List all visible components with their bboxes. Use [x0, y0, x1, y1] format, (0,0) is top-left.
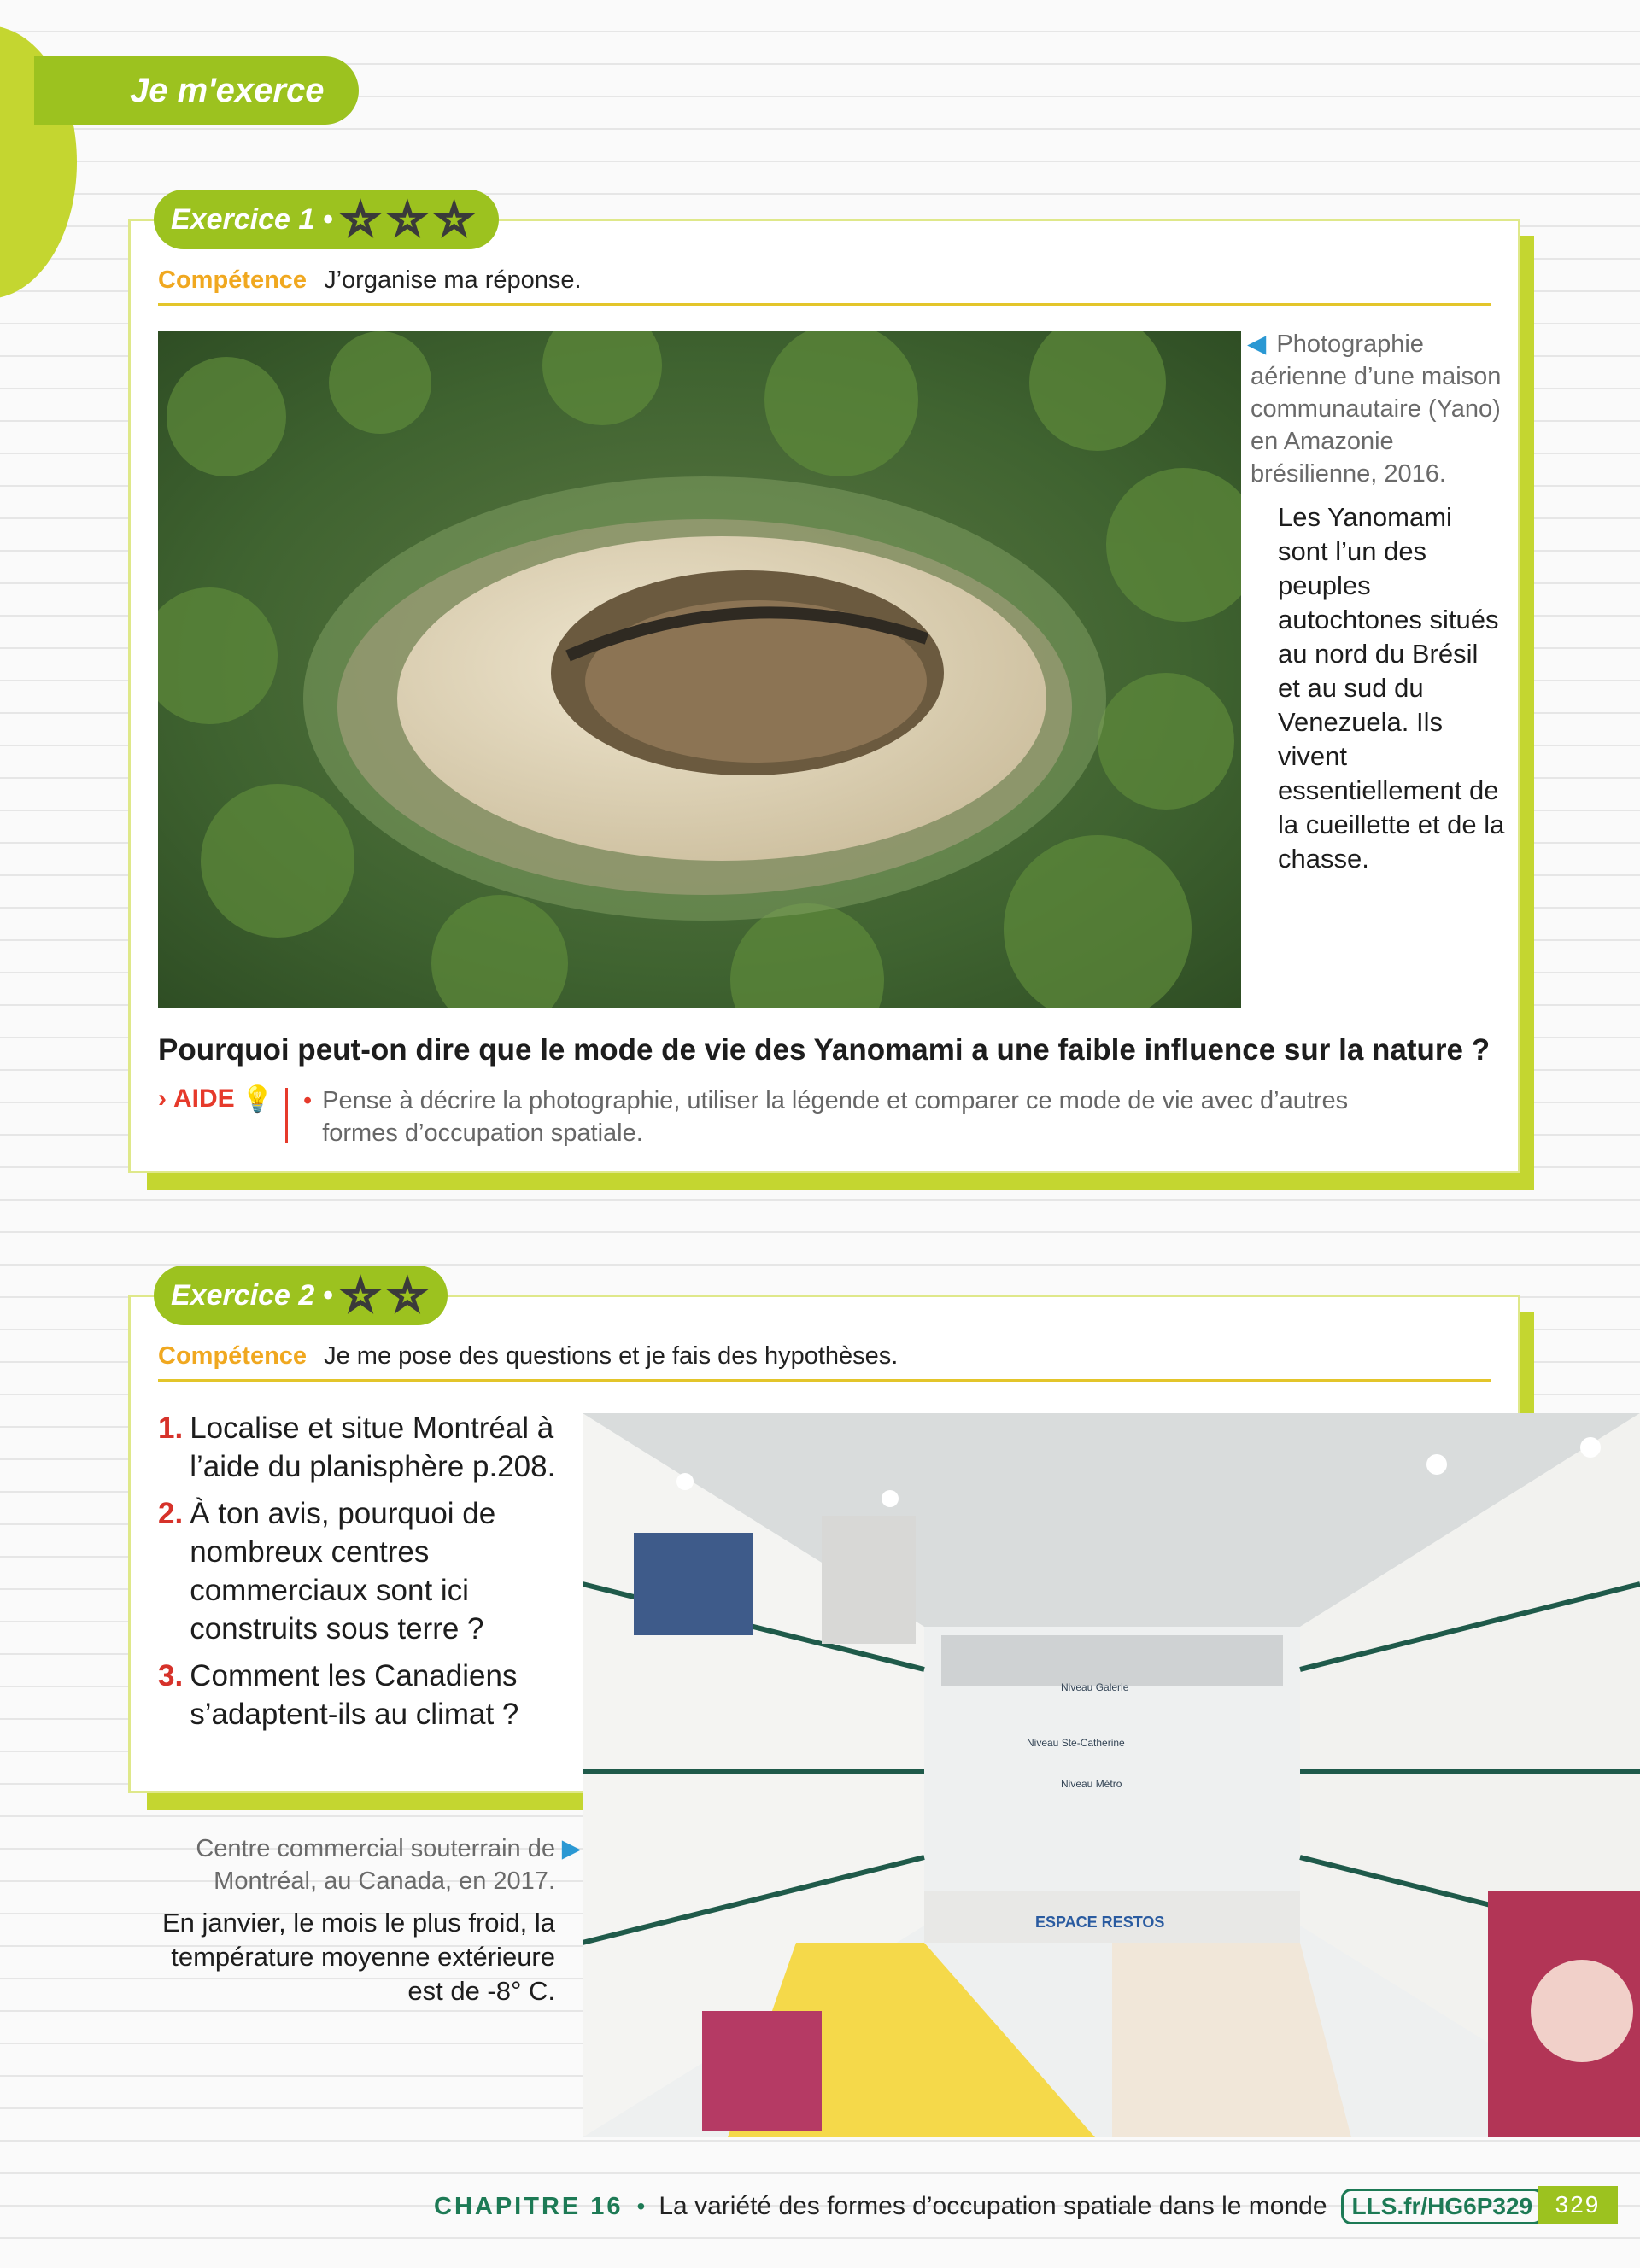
competence-label: Compétence — [158, 266, 308, 294]
ex1-title: Exercice 1 • — [171, 203, 333, 236]
competence-text: J’organise ma réponse. — [324, 266, 582, 294]
ex2-title: Exercice 2 • — [171, 1279, 333, 1312]
sign-niveau-ste-catherine: Niveau Ste-Catherine — [1027, 1737, 1125, 1749]
star-icon: ☆ — [341, 1271, 380, 1319]
list-item: 3. Comment les Canadiens s’adaptent-ils au climat ? — [158, 1659, 519, 1731]
aide-chevron-icon: › — [158, 1084, 167, 1113]
ex1-caption-title: Photographie aérienne d’une maison communautaire (Yano) en Amazonie brésilienne, 2016. — [1250, 330, 1502, 488]
lightbulb-icon: 💡 — [241, 1085, 274, 1114]
ex2-competence — [158, 1342, 1491, 1382]
footer — [434, 2189, 1543, 2224]
footer-chapter: CHAPITRE 16 — [434, 2192, 624, 2220]
caption-arrow-icon: ◀ — [1247, 330, 1267, 358]
ex1-question: Pourquoi peut-on dire que le mode de vie des Yanomami a une faible influence sur la nature ? — [158, 1033, 1491, 1067]
star-icon: ☆ — [388, 196, 427, 243]
mall-photo-montreal — [583, 1413, 1640, 2137]
aide-bullet: • — [303, 1087, 313, 1114]
ex2-title-pill — [154, 1266, 448, 1325]
page-number: 329 — [1538, 2186, 1618, 2224]
ex1-competence — [158, 266, 1491, 306]
list-item: 2. À ton avis, pourquoi de nombreux centres commerciaux sont ici construits sous terre ? — [158, 1497, 496, 1645]
competence-label: Compétence — [158, 1342, 308, 1370]
sign-niveau-metro: Niveau Métro — [1061, 1778, 1122, 1790]
competence-text: Je me pose des questions et je fais des hypothèses. — [324, 1342, 899, 1370]
section-title: Je m'exerce — [34, 56, 359, 125]
caption-arrow-icon: ▶ — [561, 1835, 581, 1862]
aide-separator — [285, 1088, 288, 1143]
sign-espace-restos: ESPACE RESTOS — [1035, 1914, 1165, 1931]
aide-block — [158, 1084, 273, 1149]
footer-bullet: • — [636, 2193, 646, 2219]
aerial-photo-yano — [158, 331, 1241, 1008]
ex1-caption — [1247, 328, 1507, 876]
ex1-aide — [158, 1084, 1508, 1149]
ex1-caption-body: Les Yanomami sont l’un des peuples autochtones situés au nord du Brésil et au sud du Venezuela. Ils vivent essentiellement de la cueillette et de la chasse. — [1278, 502, 1505, 874]
aide-text: Pense à décrire la photographie, utiliser la légende et comparer ce mode de vie avec d’autres formes d’occupation spatiale. — [322, 1087, 1349, 1147]
ex2-caption-body: En janvier, le mois le plus froid, la température moyenne extérieure est de -8° C. — [161, 1908, 555, 2006]
ex2-question-list — [158, 1409, 559, 1733]
sign-niveau-galerie: Niveau Galerie — [1061, 1681, 1129, 1693]
list-item: 1. Localise et situe Montréal à l’aide du planisphère p.208. — [158, 1412, 556, 1483]
footer-link[interactable]: LLS.fr/HG6P329 — [1341, 2189, 1544, 2224]
star-icon: ☆ — [341, 196, 380, 243]
ex2-caption-title: Centre commercial souterrain de Montréal, au Canada, en 2017. — [196, 1835, 555, 1895]
star-icon: ☆ — [388, 1271, 427, 1319]
star-icon: ☆ — [435, 196, 474, 243]
aide-label: AIDE — [173, 1084, 235, 1113]
ex1-title-pill — [154, 190, 499, 249]
ex2-caption — [154, 1833, 581, 2008]
footer-title: La variété des formes d’occupation spatiale dans le monde — [659, 2192, 1327, 2220]
